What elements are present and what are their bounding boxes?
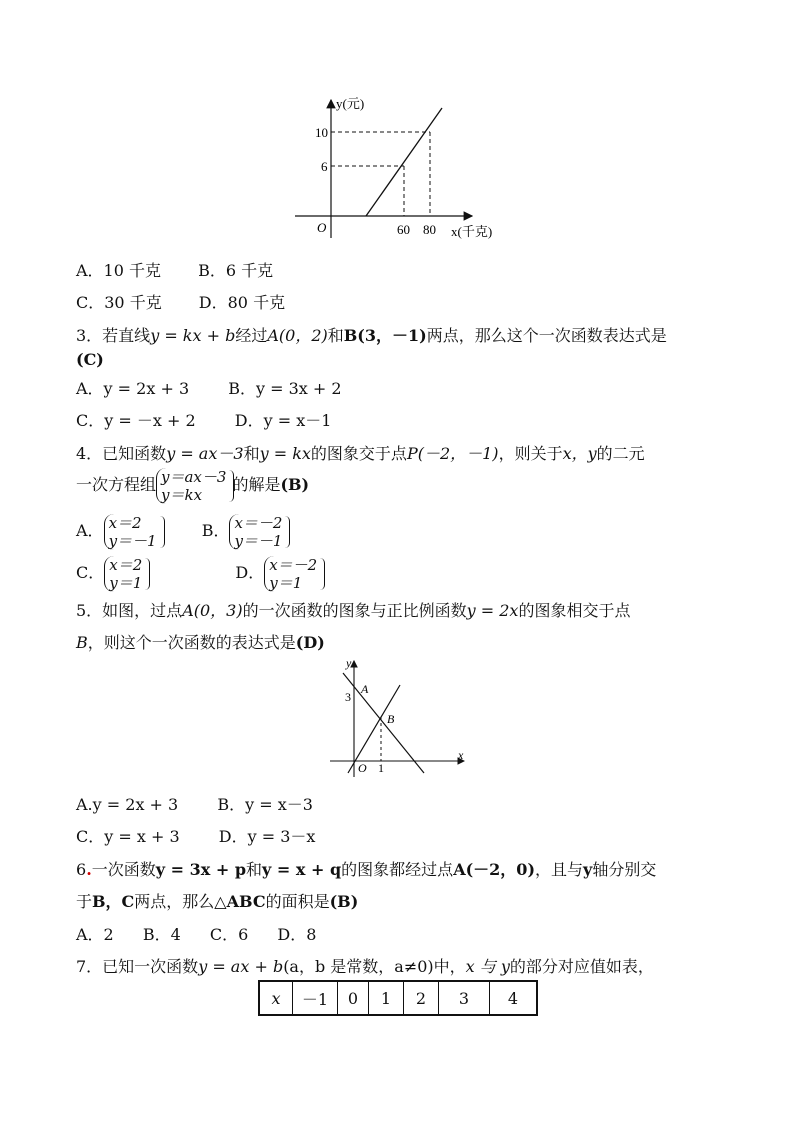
q4-text: 一次方程组 — [76, 475, 157, 494]
q6-text: 于 — [76, 892, 93, 911]
table-header-x: x — [259, 981, 293, 1015]
q4-options-row1 — [76, 512, 288, 550]
q6-text: 的面积是 — [265, 892, 330, 911]
q7-text: (a，b 是常数，a≠0)中， — [283, 957, 466, 976]
option-c: C．y = x + 3 — [76, 827, 180, 846]
q5-text: ，则这个一次函数的表达式是 — [87, 633, 296, 652]
q4-text: 的图象交于点 — [310, 444, 407, 463]
option-c: C．6 — [209, 925, 249, 944]
q3-point-b: B(3，－1) — [343, 326, 427, 345]
q6-stem-line2 — [76, 892, 358, 912]
origin-label: O — [317, 220, 327, 235]
function-line — [366, 108, 442, 216]
origin-label: O — [358, 761, 367, 775]
q5-answer: (D) — [295, 633, 325, 652]
line-through-a — [343, 673, 424, 773]
q3-options-row1 — [76, 379, 342, 399]
q4-answer: (B) — [280, 475, 310, 494]
value-table — [258, 980, 538, 1016]
option-d: D．8 — [277, 925, 317, 944]
q5-point-a: A(0，3) — [182, 601, 243, 620]
q7-expr: y = ax + b — [198, 957, 284, 976]
q6-text: 轴分别交 — [592, 860, 657, 879]
price-weight-graph — [290, 92, 510, 242]
q6-text: ，且与 — [535, 860, 584, 879]
option-b: B．4 — [142, 925, 181, 944]
x-tick-60: 60 — [397, 222, 410, 237]
option-c: C．30 千克 — [76, 293, 162, 312]
q6-axis: y — [583, 860, 593, 879]
q6-options — [76, 925, 316, 945]
q3-stem — [76, 326, 667, 346]
q6-text: 两点，那么 — [134, 892, 215, 911]
q5-stem-line2 — [76, 633, 325, 653]
option-d: D．80 千克 — [198, 293, 286, 312]
option-b: B．6 千克 — [198, 261, 274, 280]
option-b: B．y = x－3 — [217, 795, 313, 814]
q6-dot: . — [86, 860, 92, 879]
option-b: B． x＝－2 y＝－1 — [202, 521, 289, 540]
q5-options-row2 — [76, 827, 315, 847]
x-axis-label: x(千克) — [451, 224, 493, 239]
y-tick-10: 10 — [315, 125, 328, 140]
option-a: A.y = 2x + 3 — [76, 795, 179, 814]
option-a: A．y = 2x + 3 — [76, 379, 190, 398]
q7-text: 的部分对应值如表， — [509, 957, 654, 976]
q4-vars: x，y — [562, 444, 597, 463]
q7-text: 7．已知一次函数 — [76, 957, 199, 976]
option-c: C．y = －x + 2 — [76, 411, 196, 430]
q3-options-row2 — [76, 411, 331, 431]
table-cell: 4 — [490, 981, 538, 1015]
q4-function-2: y = kx — [259, 444, 311, 463]
y-tick-6: 6 — [321, 159, 328, 174]
y-axis-label: y(元) — [336, 96, 365, 111]
q6-text: 一次函数 — [91, 860, 156, 879]
q6-stem — [76, 860, 656, 880]
q7-vars: x 与 y — [465, 957, 510, 976]
q6-number: 6 — [76, 860, 87, 879]
q5-point-b: B — [76, 633, 88, 652]
q5-text: 的图象相交于点 — [518, 601, 631, 620]
q3-point-a: A(0，2) — [267, 326, 328, 345]
q4-stem-line2 — [76, 466, 309, 504]
q6-points-bc: B，C — [92, 892, 135, 911]
q4-text: 4．已知函数 — [76, 444, 167, 463]
q3-text: 和 — [327, 326, 344, 345]
q4-function-1: y = ax－3 — [166, 444, 244, 463]
x-tick-80: 80 — [423, 222, 436, 237]
q7-stem — [76, 957, 654, 977]
option-a: A．2 — [76, 925, 114, 944]
q5-expr: y = 2x — [466, 601, 519, 620]
q3-text: 3．若直线 — [76, 326, 151, 345]
table-cell: 1 — [369, 981, 404, 1015]
q4-text: 的解是 — [232, 475, 281, 494]
q4-options-row2 — [76, 554, 323, 592]
option-a: A． x＝2 y＝－1 — [76, 521, 163, 540]
option-d: D．y = 3－x — [218, 827, 316, 846]
option-d: D． x＝－2 y＝1 — [235, 563, 323, 582]
q6-point-a: A(－2，0) — [453, 860, 536, 879]
q2-options-row1 — [76, 261, 273, 281]
q2-options-row2 — [76, 293, 285, 313]
table-cell: 2 — [404, 981, 439, 1015]
q6-text: 的图象都经过点 — [341, 860, 454, 879]
q6-text: 和 — [246, 860, 263, 879]
q5-stem — [76, 601, 630, 621]
y-axis-label: y — [346, 656, 352, 670]
option-b: B．y = 3x + 2 — [228, 379, 342, 398]
q3-answer: (C) — [76, 350, 104, 369]
q4-text: ，则关于 — [498, 444, 563, 463]
x-tick-1: 1 — [378, 761, 384, 775]
q4-stem — [76, 444, 645, 464]
option-a: A．10 千克 — [76, 261, 162, 280]
q4-equation-system: y＝ax－3 y＝kx — [156, 468, 232, 504]
q4-text: 和 — [243, 444, 260, 463]
table-row — [259, 981, 537, 1015]
q3-text: 两点，那么这个一次函数表达式是 — [426, 326, 667, 345]
intersection-graph — [328, 655, 470, 779]
q5-text: 的一次函数的图象与正比例函数 — [242, 601, 467, 620]
q6-expr-1: y = 3x + p — [155, 860, 247, 879]
table-cell: 0 — [338, 981, 369, 1015]
table-cell: －1 — [293, 981, 338, 1015]
q3-text: 经过 — [235, 326, 268, 345]
q4-point-p: P(－2，－1) — [406, 444, 499, 463]
proportional-line — [348, 685, 400, 773]
q3-expr: y = kx + b — [150, 326, 236, 345]
q6-expr-2: y = x + q — [262, 860, 342, 879]
q5-text: 5．如图，过点 — [76, 601, 183, 620]
option-d: D．y = x－1 — [234, 411, 332, 430]
point-a-label: A — [361, 682, 369, 696]
q6-triangle: △ABC — [214, 892, 266, 911]
option-c: C． x＝2 y＝1 — [76, 563, 148, 582]
q6-answer: (B) — [329, 892, 359, 911]
y-tick-3: 3 — [345, 690, 351, 704]
q5-options-row1 — [76, 795, 313, 815]
q4-text: 的二元 — [596, 444, 645, 463]
x-axis-label: x — [458, 748, 464, 762]
point-b-label: B — [387, 712, 395, 726]
table-cell: 3 — [439, 981, 490, 1015]
